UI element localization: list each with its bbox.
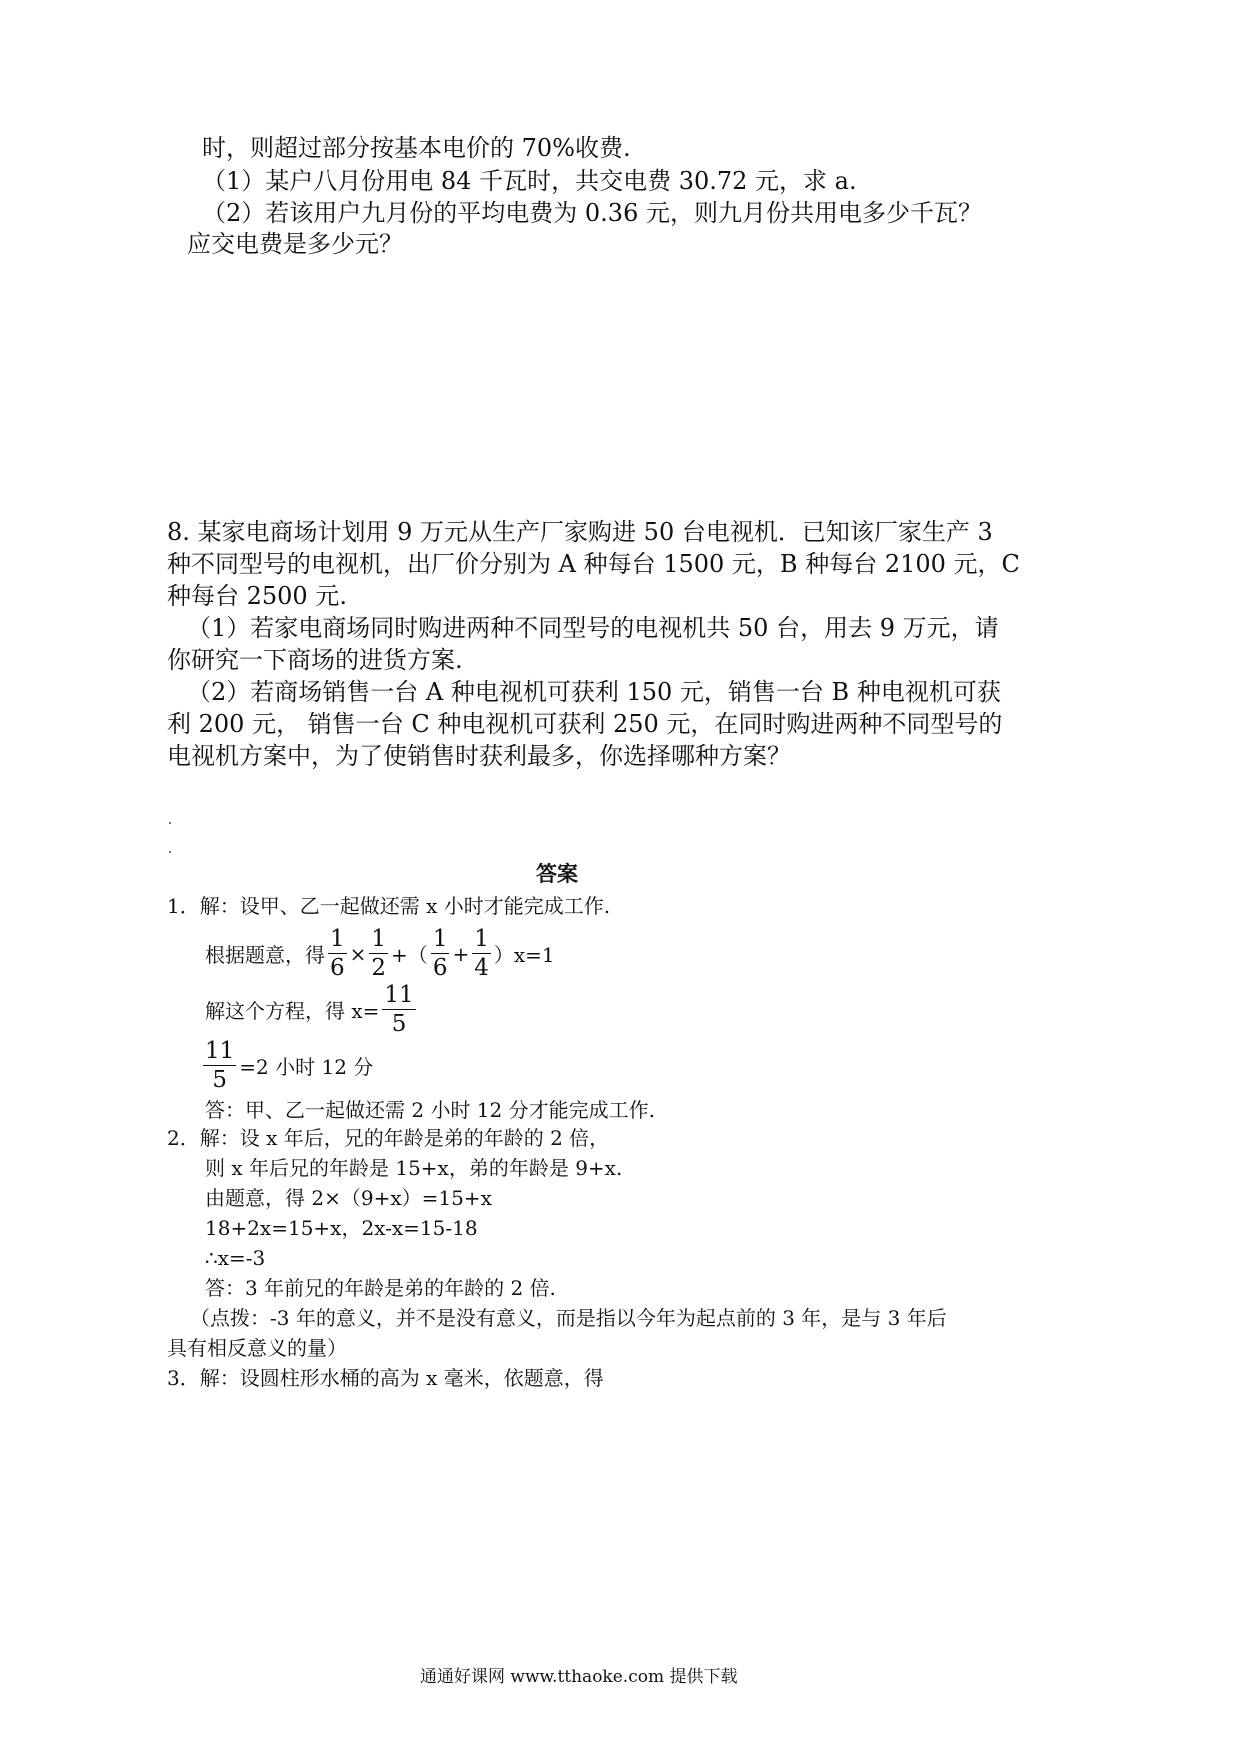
a1-eq2-prefix: 解这个方程，得 x= xyxy=(205,999,380,1023)
q7-part2-line2: 应交电费是多少元？ xyxy=(187,230,403,258)
q7-part1: （1）某户八月份用电 84 千瓦时，共交电费 30.72 元，求 a. xyxy=(202,167,857,195)
fraction-numerator: 11 xyxy=(384,982,414,1008)
fraction-denominator: 5 xyxy=(212,1067,227,1093)
fraction xyxy=(369,925,388,982)
a2-line3: 由题意，得 2×（9+x）=15+x xyxy=(205,1186,492,1210)
a2-line2: 则 x 年后兄的年龄是 15+x，弟的年龄是 9+x. xyxy=(205,1156,623,1180)
q8-line3: 种每台 2500 元. xyxy=(167,582,347,610)
a1-eq1-prefix: 根据题意，得 xyxy=(205,943,325,967)
a1-answer: 答：甲、乙一起做还需 2 小时 12 分才能完成工作. xyxy=(205,1098,655,1122)
a3-line1: 3．解：设圆柱形水桶的高为 x 毫米，依题意，得 xyxy=(167,1366,604,1390)
times-symbol: × xyxy=(349,941,367,966)
scan-dot xyxy=(169,851,171,853)
answers-heading: 答案 xyxy=(536,862,578,886)
a2-note-line2: 具有相反意义的量） xyxy=(167,1336,347,1360)
q8-part2-line2: 利 200 元， 销售一台 C 种电视机可获利 250 元，在同时购进两种不同型号的 xyxy=(167,710,1003,738)
a1-eq3-suffix: =2 小时 12 分 xyxy=(239,1055,374,1079)
fraction xyxy=(472,925,491,982)
fraction xyxy=(382,981,415,1038)
fraction-denominator: 5 xyxy=(391,1011,407,1037)
q7-line1: 时，则超过部分按基本电价的 70%收费. xyxy=(202,134,631,162)
scan-dot xyxy=(169,822,171,824)
q8-part1-line2: 你研究一下商场的进货方案. xyxy=(167,646,463,674)
q8-line2: 种不同型号的电视机，出厂价分别为 A 种每台 1500 元，B 种每台 2100 元，C xyxy=(167,550,1020,578)
page-footer: 通通好课网 www.tthaoke.com 提供下载 xyxy=(420,1667,738,1687)
fraction-denominator: 6 xyxy=(432,955,448,981)
a1-line1: 1．解：设甲、乙一起做还需 x 小时才能完成工作. xyxy=(167,894,611,918)
fraction-numerator: 1 xyxy=(432,926,448,952)
a2-answer: 答：3 年前兄的年龄是弟的年龄的 2 倍. xyxy=(205,1276,556,1300)
a1-equation-3 xyxy=(203,1037,373,1094)
q7-part2-line1: （2）若该用户九月份的平均电费为 0.36 元，则九月份共用电多少千瓦？ xyxy=(202,199,982,227)
a1-equation-2 xyxy=(205,981,419,1038)
q8-part2-line1: （2）若商场销售一台 A 种电视机可获利 150 元，销售一台 B 种电视机可获 xyxy=(187,678,1001,706)
a2-line4: 18+2x=15+x，2x-x=15-18 xyxy=(205,1216,478,1240)
fraction xyxy=(203,1037,236,1094)
fraction-numerator: 11 xyxy=(205,1038,235,1064)
a2-note-line1: （点拨：-3 年的意义，并不是没有意义，而是指以今年为起点前的 3 年，是与 3 年后 xyxy=(190,1306,947,1330)
a1-equation-1 xyxy=(205,925,555,982)
fraction-denominator: 4 xyxy=(474,955,489,981)
q8-part2-line3: 电视机方案中，为了使销售时获利最多，你选择哪种方案？ xyxy=(167,742,791,770)
fraction xyxy=(431,925,450,982)
fraction xyxy=(328,925,347,982)
q8-part1-line1: （1）若家电商场同时购进两种不同型号的电视机共 50 台，用去 9 万元，请 xyxy=(187,614,999,642)
fraction-denominator: 2 xyxy=(371,955,387,981)
fraction-numerator: 1 xyxy=(474,926,489,952)
fraction-denominator: 6 xyxy=(330,955,345,981)
fraction-numerator: 1 xyxy=(371,926,387,952)
a2-line5: ∴x=-3 xyxy=(205,1246,266,1270)
a2-line1: 2．解：设 x 年后，兄的年龄是弟的年龄的 2 倍， xyxy=(167,1126,610,1150)
a1-eq1-mid: +（ xyxy=(391,943,428,967)
plus-symbol: + xyxy=(452,941,470,966)
a1-eq1-suffix: ）x=1 xyxy=(493,943,555,967)
fraction-numerator: 1 xyxy=(330,926,345,952)
q8-line1: 8. 某家电商场计划用 9 万元从生产厂家购进 50 台电视机．已知该厂家生产 3 xyxy=(167,518,993,546)
